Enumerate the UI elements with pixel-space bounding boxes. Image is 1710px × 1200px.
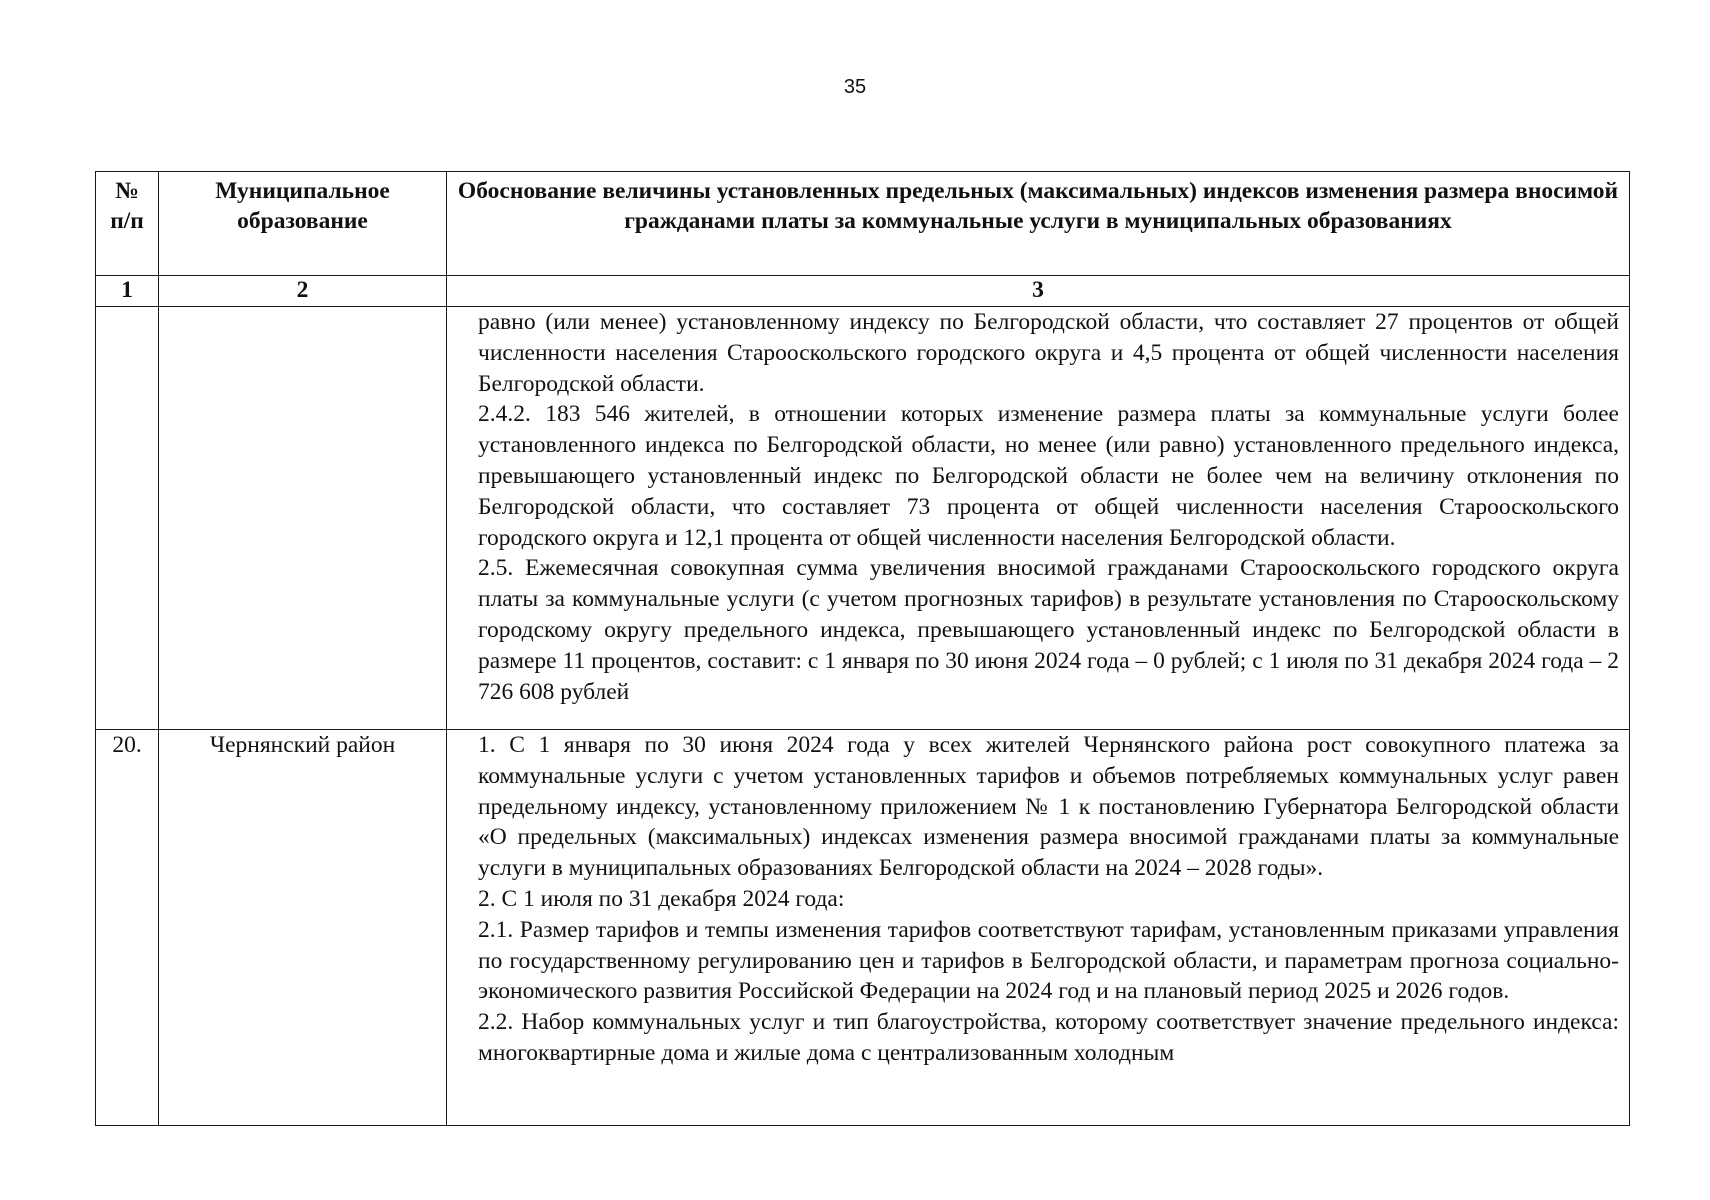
header-justification: Обоснование величины установленных предельных (максимальных) индексов изменения размера вносимой гражданами платы за коммунальные услуги в муниципальных образованиях: [447, 172, 1630, 276]
justification-paragraph: 1. С 1 января по 30 июня 2024 года у всех жителей Чернянского района рост совокупного платежа за коммунальные услуги с учетом установленных тарифов и объемов потребляемых коммунальных услуг равен предельному индексу, установленному приложением № 1 к постановлению Губернатора Белгородской области «О предельных (максимальных) индексах изменения размера вносимой гражданами платы за коммунальные услуги в муниципальных образованиях Белгородской области на 2024 – 2028 годы».: [478, 732, 1619, 882]
column-number-1: 1: [96, 276, 159, 307]
justification-table: [95, 171, 1630, 1126]
justification-paragraph: 2.2. Набор коммунальных услуг и тип благоустройства, которому соответствует значение предельного индекса: многоквартирные дома и жилые дома с централизованным холодным: [478, 1009, 1619, 1066]
row-municipality: [159, 307, 447, 730]
table-header-row: [96, 172, 1630, 276]
column-number-3: 3: [447, 276, 1630, 307]
justification-paragraph: 2.5. Ежемесячная совокупная сумма увеличения вносимой гражданами Старооскольского городского округа платы за коммунальные услуги (с учетом прогнозных тарифов) в результате установления по Старооскольскому городскому округу предельного индекса, превышающего установленный индекс по Белгородской области в размере 11 процентов, составит: с 1 января по 30 июня 2024 года – 0 рублей; с 1 июля по 31 декабря 2024 года – 2 726 608 рублей: [478, 555, 1619, 705]
justification-paragraph: 2.1. Размер тарифов и темпы изменения тарифов соответствуют тарифам, установленным приказами управления по государственному регулированию цен и тарифов в Белгородской области, и параметрам прогноза социально-экономического развития Российской Федерации на 2024 год и на плановый период 2025 и 2026 годов.: [478, 916, 1619, 1005]
header-municipality: Муниципальное образование: [159, 172, 447, 276]
header-number: № п/п: [96, 172, 159, 276]
justification-paragraph: 2. С 1 июля по 31 декабря 2024 года:: [478, 885, 845, 912]
table-row: [96, 307, 1630, 730]
justification-paragraph: 2.4.2. 183 546 жителей, в отношении которых изменение размера платы за коммунальные услуги более установленного индекса по Белгородской области, но менее (или равно) установленного предельного индекса, превышающего установленный индекс по Белгородской области не более чем на величину отклонения по Белгородской области, что составляет 73 процента от общей численности населения Старооскольского городского округа и 12,1 процента от общей численности населения Белгородской области.: [478, 401, 1619, 551]
table-row: [96, 730, 1630, 1126]
row-number: [96, 307, 159, 730]
row-justification: [447, 730, 1630, 1126]
page-number: 35: [843, 76, 867, 98]
column-number-2: 2: [159, 276, 447, 307]
row-number: 20.: [96, 730, 159, 1126]
justification-text-block: [478, 730, 1619, 1118]
column-number-row: [96, 276, 1630, 307]
row-municipality: Чернянский район: [159, 730, 447, 1126]
justification-paragraph: равно (или менее) установленному индексу по Белгородской области, что составляет 27 процентов от общей численности населения Старооскольского городского округа и 4,5 процента от общей численности населения Белгородской области.: [478, 309, 1619, 397]
row-justification: [447, 307, 1630, 730]
